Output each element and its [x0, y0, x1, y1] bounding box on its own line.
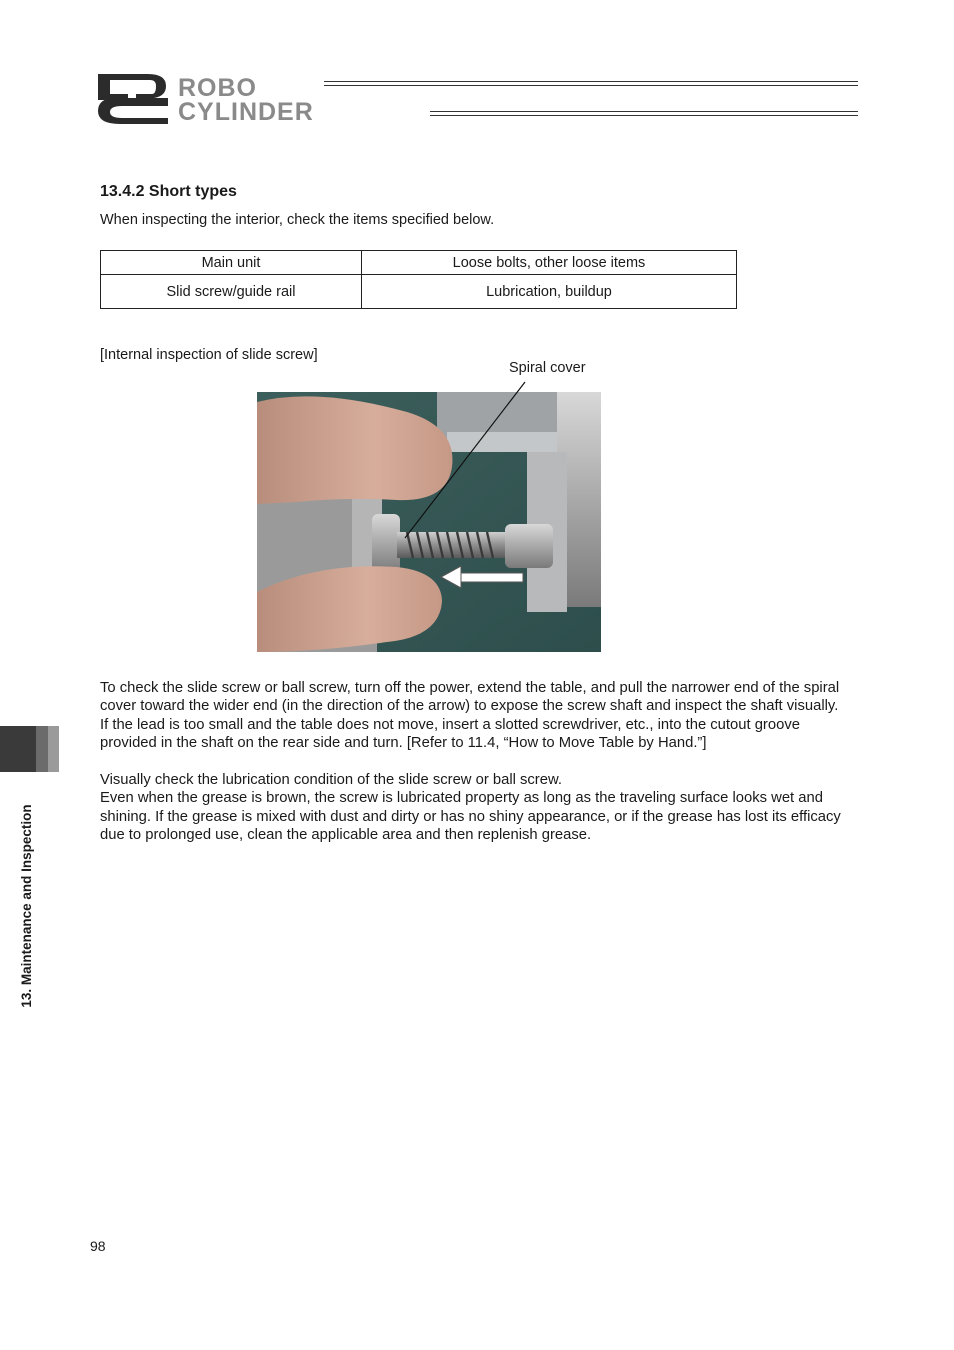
section-title: 13.4.2 Short types	[100, 183, 237, 200]
robo-cylinder-logo	[96, 72, 426, 124]
chapter-tab-light	[48, 726, 59, 772]
callout-leader-line	[400, 380, 540, 540]
table-row	[101, 251, 737, 275]
header-rule-top	[324, 81, 858, 82]
body-paragraph: Visually check the lubrication condition of the slide screw or ball screw.	[100, 772, 562, 789]
body-paragraph: If the lead is too small and the table does not move, insert a slotted screwdriver, etc., into the cutout groove provided in the shaft on the rear side and turn. [Refer to 11.4, “How to Move Table by Hand.”]	[100, 716, 800, 752]
logo-cylinder: CYLINDER	[178, 98, 314, 124]
body-paragraph: Even when the grease is brown, the screw is lubricated property as long as the traveling surface looks wet and shining. If the grease is mixed with dust and dirty or has no shiny appearance, or if the grease has lost its efficacy due to prolonged use, clean the applicable area and then replenish grease.	[100, 790, 841, 844]
spiral-cover-label: Spiral cover	[509, 360, 586, 376]
chapter-tab-dark	[0, 726, 36, 772]
table-cell-check: Lubrication, buildup	[362, 275, 737, 309]
page-number: 98	[90, 1238, 106, 1254]
table-row	[101, 275, 737, 309]
header-rule-top-2	[324, 85, 858, 86]
figure-caption: [Internal inspection of slide screw]	[100, 347, 318, 363]
table-cell-item: Main unit	[101, 251, 362, 275]
chapter-side-label: 13. Maintenance and Inspection	[19, 804, 34, 1008]
section-intro: When inspecting the interior, check the items specified below.	[100, 212, 495, 228]
header-rule-bottom-2	[430, 115, 858, 116]
chapter-tab-mid	[36, 726, 48, 772]
inspection-table	[100, 250, 737, 309]
body-paragraph: To check the slide screw or ball screw, turn off the power, extend the table, and pull the narrower end of the spiral cover toward the wider end (in the direction of the arrow) to expose the screw shaft and inspect the shaft visually.	[100, 680, 840, 715]
table-cell-check: Loose bolts, other loose items	[362, 251, 737, 275]
body-text	[100, 679, 860, 845]
rc-emblem	[98, 74, 168, 124]
logo-robo: ROBO	[178, 74, 257, 102]
table-cell-item: Slid screw/guide rail	[101, 275, 362, 309]
header-rule-bottom	[430, 111, 858, 112]
